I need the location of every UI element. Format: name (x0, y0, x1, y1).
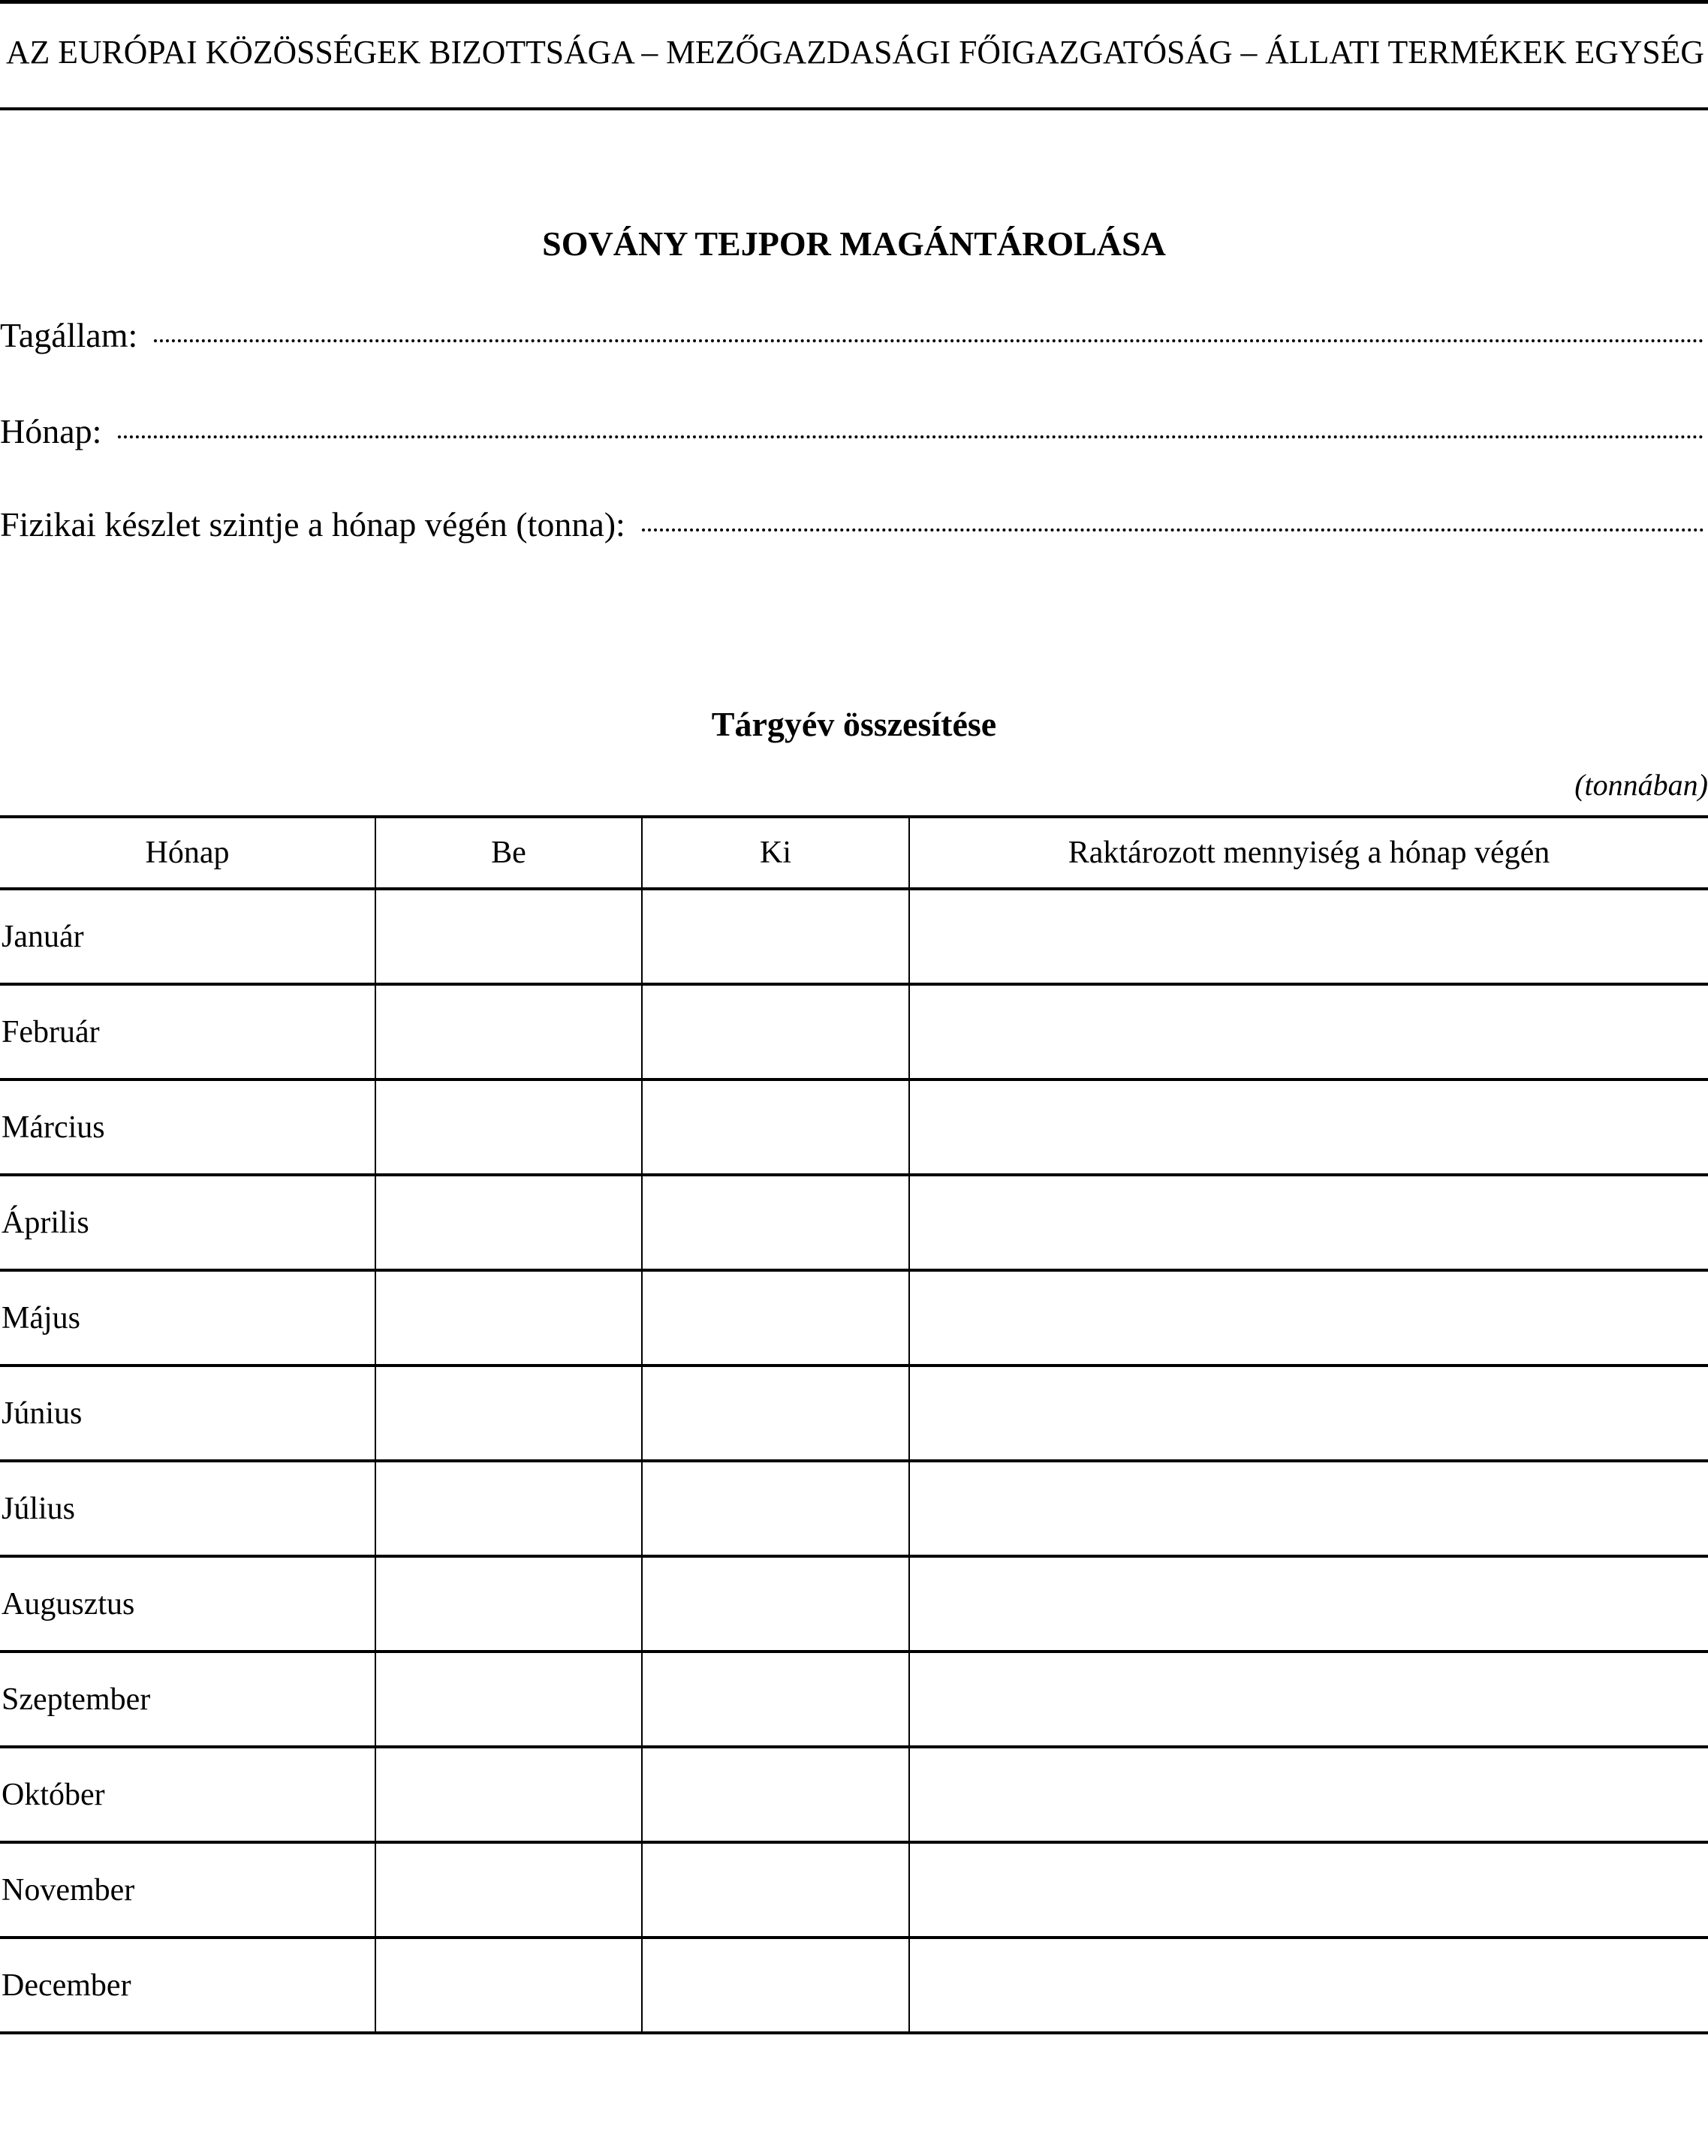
table-row (0, 1938, 1708, 2033)
column-header: Raktározott mennyiség a hónap végén (909, 817, 1708, 889)
out-cell[interactable] (642, 1556, 909, 1652)
field-label: Fizikai készlet szintje a hónap végén (tonna): (0, 505, 625, 544)
out-cell[interactable] (642, 1938, 909, 2033)
column-header: Hónap (0, 817, 375, 889)
month-cell: Szeptember (0, 1652, 375, 1747)
table-row (0, 1747, 1708, 1842)
table-row (0, 1556, 1708, 1652)
table-row (0, 1842, 1708, 1938)
stored-cell[interactable] (909, 1747, 1708, 1842)
table-header-row (0, 817, 1708, 889)
fill-line[interactable] (118, 435, 1704, 438)
table-row (0, 889, 1708, 984)
top-rule (0, 0, 1708, 4)
month-cell: Január (0, 889, 375, 984)
in-cell[interactable] (375, 1556, 642, 1652)
field-member-state[interactable] (0, 315, 1704, 355)
month-cell: Július (0, 1461, 375, 1556)
month-cell: Október (0, 1747, 375, 1842)
in-cell[interactable] (375, 1938, 642, 2033)
table-row (0, 1461, 1708, 1556)
stored-cell[interactable] (909, 1270, 1708, 1366)
stored-cell[interactable] (909, 1461, 1708, 1556)
summary-table (0, 815, 1708, 2034)
month-cell: November (0, 1842, 375, 1938)
in-cell[interactable] (375, 1080, 642, 1175)
stored-cell[interactable] (909, 889, 1708, 984)
field-month[interactable] (0, 411, 1704, 451)
column-header: Be (375, 817, 642, 889)
header-rule (0, 107, 1708, 110)
out-cell[interactable] (642, 889, 909, 984)
table-row (0, 1652, 1708, 1747)
stored-cell[interactable] (909, 1175, 1708, 1270)
month-cell: Május (0, 1270, 375, 1366)
table-row (0, 1080, 1708, 1175)
table-row (0, 984, 1708, 1080)
out-cell[interactable] (642, 1270, 909, 1366)
out-cell[interactable] (642, 1366, 909, 1461)
out-cell[interactable] (642, 1175, 909, 1270)
out-cell[interactable] (642, 1842, 909, 1938)
in-cell[interactable] (375, 1366, 642, 1461)
stored-cell[interactable] (909, 1842, 1708, 1938)
stored-cell[interactable] (909, 1938, 1708, 2033)
out-cell[interactable] (642, 984, 909, 1080)
stored-cell[interactable] (909, 1366, 1708, 1461)
month-cell: Március (0, 1080, 375, 1175)
in-cell[interactable] (375, 1652, 642, 1747)
fill-line[interactable] (154, 339, 1704, 342)
stored-cell[interactable] (909, 1556, 1708, 1652)
table-row (0, 1175, 1708, 1270)
in-cell[interactable] (375, 1461, 642, 1556)
stored-cell[interactable] (909, 1652, 1708, 1747)
in-cell[interactable] (375, 1747, 642, 1842)
out-cell[interactable] (642, 1747, 909, 1842)
document-title: SOVÁNY TEJPOR MAGÁNTÁROLÁSA (542, 224, 1166, 263)
in-cell[interactable] (375, 1175, 642, 1270)
in-cell[interactable] (375, 1270, 642, 1366)
month-cell: Április (0, 1175, 375, 1270)
table-row (0, 1270, 1708, 1366)
fill-line[interactable] (642, 528, 1704, 531)
out-cell[interactable] (642, 1461, 909, 1556)
agency-header: AZ EURÓPAI KÖZÖSSÉGEK BIZOTTSÁGA – MEZŐGAZDASÁGI FŐIGAZGATÓSÁG – ÁLLATI TERMÉKEK EGYSÉG (6, 34, 1704, 71)
out-cell[interactable] (642, 1080, 909, 1175)
field-label: Tagállam: (0, 316, 138, 354)
summary-title: Tárgyév összesítése (711, 705, 997, 743)
out-cell[interactable] (642, 1652, 909, 1747)
month-cell: Február (0, 984, 375, 1080)
in-cell[interactable] (375, 984, 642, 1080)
field-stock-level[interactable] (0, 504, 1704, 544)
month-cell: Augusztus (0, 1556, 375, 1652)
column-header: Ki (642, 817, 909, 889)
table-row (0, 1366, 1708, 1461)
unit-note: (tonnában) (1574, 768, 1708, 802)
stored-cell[interactable] (909, 984, 1708, 1080)
field-label: Hónap: (0, 412, 102, 450)
month-cell: Június (0, 1366, 375, 1461)
stored-cell[interactable] (909, 1080, 1708, 1175)
in-cell[interactable] (375, 889, 642, 984)
in-cell[interactable] (375, 1842, 642, 1938)
month-cell: December (0, 1938, 375, 2033)
